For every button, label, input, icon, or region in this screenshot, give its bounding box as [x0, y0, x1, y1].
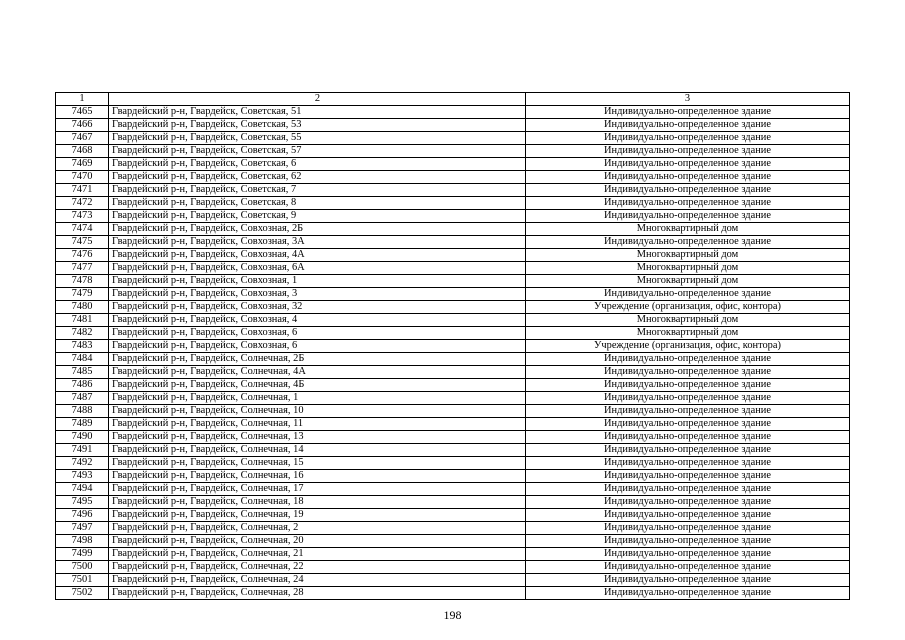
table-row: [56, 431, 850, 444]
table-row: [56, 184, 850, 197]
table-row: [56, 171, 850, 184]
table-row: [56, 379, 850, 392]
address-cell: Гвардейский р-н, Гвардейск, Советская, 57: [109, 145, 526, 158]
table-body: [56, 93, 850, 600]
table-row: [56, 392, 850, 405]
row-number-cell: 7501: [56, 574, 109, 587]
address-cell: Гвардейский р-н, Гвардейск, Солнечная, 11: [109, 418, 526, 431]
object-type-cell: Многоквартирный дом: [526, 327, 850, 340]
row-number-cell: 7488: [56, 405, 109, 418]
column-header-object-type: 3: [526, 93, 850, 106]
table-row: [56, 561, 850, 574]
row-number-cell: 7484: [56, 353, 109, 366]
row-number-cell: 7486: [56, 379, 109, 392]
column-header-address: 2: [109, 93, 526, 106]
object-type-cell: Индивидуально-определенное здание: [526, 561, 850, 574]
address-cell: Гвардейский р-н, Гвардейск, Советская, 62: [109, 171, 526, 184]
address-cell: Гвардейский р-н, Гвардейск, Совхозная, 3: [109, 288, 526, 301]
address-cell: Гвардейский р-н, Гвардейск, Солнечная, 4А: [109, 366, 526, 379]
object-type-cell: Многоквартирный дом: [526, 275, 850, 288]
row-number-cell: 7491: [56, 444, 109, 457]
object-type-cell: Многоквартирный дом: [526, 249, 850, 262]
address-cell: Гвардейский р-н, Гвардейск, Советская, 7: [109, 184, 526, 197]
table-row: [56, 470, 850, 483]
address-cell: Гвардейский р-н, Гвардейск, Солнечная, 2: [109, 522, 526, 535]
address-cell: Гвардейский р-н, Гвардейск, Советская, 6: [109, 158, 526, 171]
row-number-cell: 7502: [56, 587, 109, 600]
table-row: [56, 366, 850, 379]
table-row: [56, 340, 850, 353]
row-number-cell: 7477: [56, 262, 109, 275]
row-number-cell: 7466: [56, 119, 109, 132]
row-number-cell: 7497: [56, 522, 109, 535]
address-cell: Гвардейский р-н, Гвардейск, Солнечная, 24: [109, 574, 526, 587]
table-header-row: [56, 93, 850, 106]
object-type-cell: Индивидуально-определенное здание: [526, 431, 850, 444]
object-type-cell: Индивидуально-определенное здание: [526, 353, 850, 366]
object-type-cell: Индивидуально-определенное здание: [526, 197, 850, 210]
row-number-cell: 7475: [56, 236, 109, 249]
address-cell: Гвардейский р-н, Гвардейск, Советская, 8: [109, 197, 526, 210]
row-number-cell: 7473: [56, 210, 109, 223]
object-type-cell: Индивидуально-определенное здание: [526, 158, 850, 171]
object-type-cell: Индивидуально-определенное здание: [526, 483, 850, 496]
object-type-cell: Индивидуально-определенное здание: [526, 171, 850, 184]
table-row: [56, 288, 850, 301]
address-cell: Гвардейский р-н, Гвардейск, Совхозная, 2Б: [109, 223, 526, 236]
address-cell: Гвардейский р-н, Гвардейск, Солнечная, 17: [109, 483, 526, 496]
table-row: [56, 483, 850, 496]
object-type-cell: Индивидуально-определенное здание: [526, 366, 850, 379]
row-number-cell: 7496: [56, 509, 109, 522]
address-cell: Гвардейский р-н, Гвардейск, Солнечная, 13: [109, 431, 526, 444]
table-row: [56, 405, 850, 418]
address-cell: Гвардейский р-н, Гвардейск, Солнечная, 22: [109, 561, 526, 574]
row-number-cell: 7471: [56, 184, 109, 197]
row-number-cell: 7483: [56, 340, 109, 353]
table-row: [56, 249, 850, 262]
object-type-cell: Индивидуально-определенное здание: [526, 444, 850, 457]
row-number-cell: 7490: [56, 431, 109, 444]
object-type-cell: Индивидуально-определенное здание: [526, 509, 850, 522]
row-number-cell: 7468: [56, 145, 109, 158]
address-cell: Гвардейский р-н, Гвардейск, Солнечная, 18: [109, 496, 526, 509]
object-type-cell: Индивидуально-определенное здание: [526, 392, 850, 405]
object-type-cell: Индивидуально-определенное здание: [526, 470, 850, 483]
address-cell: Гвардейский р-н, Гвардейск, Солнечная, 1: [109, 392, 526, 405]
row-number-cell: 7467: [56, 132, 109, 145]
table-row: [56, 327, 850, 340]
address-cell: Гвардейский р-н, Гвардейск, Совхозная, 3А: [109, 236, 526, 249]
column-header-number: 1: [56, 93, 109, 106]
row-number-cell: 7470: [56, 171, 109, 184]
row-number-cell: 7498: [56, 535, 109, 548]
row-number-cell: 7476: [56, 249, 109, 262]
object-type-cell: Индивидуально-определенное здание: [526, 548, 850, 561]
object-type-cell: Индивидуально-определенное здание: [526, 574, 850, 587]
property-registry-table: [55, 92, 850, 600]
object-type-cell: Индивидуально-определенное здание: [526, 184, 850, 197]
address-cell: Гвардейский р-н, Гвардейск, Солнечная, 21: [109, 548, 526, 561]
table-row: [56, 301, 850, 314]
address-cell: Гвардейский р-н, Гвардейск, Совхозная, 6А: [109, 262, 526, 275]
table-row: [56, 457, 850, 470]
address-cell: Гвардейский р-н, Гвардейск, Солнечная, 10: [109, 405, 526, 418]
object-type-cell: Индивидуально-определенное здание: [526, 418, 850, 431]
table-row: [56, 132, 850, 145]
object-type-cell: Индивидуально-определенное здание: [526, 132, 850, 145]
table-row: [56, 158, 850, 171]
row-number-cell: 7472: [56, 197, 109, 210]
row-number-cell: 7499: [56, 548, 109, 561]
page-number: 198: [443, 608, 462, 622]
row-number-cell: 7480: [56, 301, 109, 314]
row-number-cell: 7469: [56, 158, 109, 171]
row-number-cell: 7487: [56, 392, 109, 405]
row-number-cell: 7481: [56, 314, 109, 327]
object-type-cell: Индивидуально-определенное здание: [526, 236, 850, 249]
object-type-cell: Индивидуально-определенное здание: [526, 145, 850, 158]
table-row: [56, 197, 850, 210]
object-type-cell: Индивидуально-определенное здание: [526, 457, 850, 470]
table-row: [56, 522, 850, 535]
address-cell: Гвардейский р-н, Гвардейск, Солнечная, 28: [109, 587, 526, 600]
address-cell: Гвардейский р-н, Гвардейск, Совхозная, 32: [109, 301, 526, 314]
object-type-cell: Многоквартирный дом: [526, 314, 850, 327]
address-cell: Гвардейский р-н, Гвардейск, Солнечная, 2Б: [109, 353, 526, 366]
object-type-cell: Учреждение (организация, офис, контора): [526, 340, 850, 353]
table-row: [56, 210, 850, 223]
table-row: [56, 548, 850, 561]
row-number-cell: 7500: [56, 561, 109, 574]
address-cell: Гвардейский р-н, Гвардейск, Советская, 53: [109, 119, 526, 132]
row-number-cell: 7465: [56, 106, 109, 119]
table-row: [56, 145, 850, 158]
row-number-cell: 7482: [56, 327, 109, 340]
table-row: [56, 353, 850, 366]
address-cell: Гвардейский р-н, Гвардейск, Солнечная, 16: [109, 470, 526, 483]
address-cell: Гвардейский р-н, Гвардейск, Советская, 55: [109, 132, 526, 145]
object-type-cell: Индивидуально-определенное здание: [526, 119, 850, 132]
row-number-cell: 7493: [56, 470, 109, 483]
address-cell: Гвардейский р-н, Гвардейск, Советская, 9: [109, 210, 526, 223]
row-number-cell: 7492: [56, 457, 109, 470]
row-number-cell: 7474: [56, 223, 109, 236]
row-number-cell: 7489: [56, 418, 109, 431]
object-type-cell: Индивидуально-определенное здание: [526, 106, 850, 119]
table-row: [56, 106, 850, 119]
row-number-cell: 7495: [56, 496, 109, 509]
table-row: [56, 444, 850, 457]
table-row: [56, 535, 850, 548]
row-number-cell: 7479: [56, 288, 109, 301]
address-cell: Гвардейский р-н, Гвардейск, Совхозная, 6: [109, 327, 526, 340]
address-cell: Гвардейский р-н, Гвардейск, Советская, 51: [109, 106, 526, 119]
row-number-cell: 7478: [56, 275, 109, 288]
object-type-cell: Многоквартирный дом: [526, 223, 850, 236]
address-cell: Гвардейский р-н, Гвардейск, Солнечная, 4Б: [109, 379, 526, 392]
object-type-cell: Индивидуально-определенное здание: [526, 405, 850, 418]
table-row: [56, 496, 850, 509]
table-row: [56, 275, 850, 288]
object-type-cell: Индивидуально-определенное здание: [526, 587, 850, 600]
address-cell: Гвардейский р-н, Гвардейск, Совхозная, 1: [109, 275, 526, 288]
table-row: [56, 223, 850, 236]
table-row: [56, 418, 850, 431]
address-cell: Гвардейский р-н, Гвардейск, Солнечная, 19: [109, 509, 526, 522]
row-number-cell: 7485: [56, 366, 109, 379]
object-type-cell: Индивидуально-определенное здание: [526, 379, 850, 392]
table-row: [56, 509, 850, 522]
object-type-cell: Индивидуально-определенное здание: [526, 210, 850, 223]
table-row: [56, 236, 850, 249]
table-row: [56, 314, 850, 327]
table-row: [56, 574, 850, 587]
object-type-cell: Индивидуально-определенное здание: [526, 288, 850, 301]
object-type-cell: Индивидуально-определенное здание: [526, 535, 850, 548]
address-cell: Гвардейский р-н, Гвардейск, Солнечная, 15: [109, 457, 526, 470]
object-type-cell: Индивидуально-определенное здание: [526, 496, 850, 509]
table-row: [56, 262, 850, 275]
table-row: [56, 119, 850, 132]
row-number-cell: 7494: [56, 483, 109, 496]
address-cell: Гвардейский р-н, Гвардейск, Солнечная, 20: [109, 535, 526, 548]
address-cell: Гвардейский р-н, Гвардейск, Совхозная, 6: [109, 340, 526, 353]
address-cell: Гвардейский р-н, Гвардейск, Совхозная, 4: [109, 314, 526, 327]
address-cell: Гвардейский р-н, Гвардейск, Совхозная, 4А: [109, 249, 526, 262]
table-row: [56, 587, 850, 600]
object-type-cell: Индивидуально-определенное здание: [526, 522, 850, 535]
object-type-cell: Учреждение (организация, офис, контора): [526, 301, 850, 314]
object-type-cell: Многоквартирный дом: [526, 262, 850, 275]
address-cell: Гвардейский р-н, Гвардейск, Солнечная, 14: [109, 444, 526, 457]
